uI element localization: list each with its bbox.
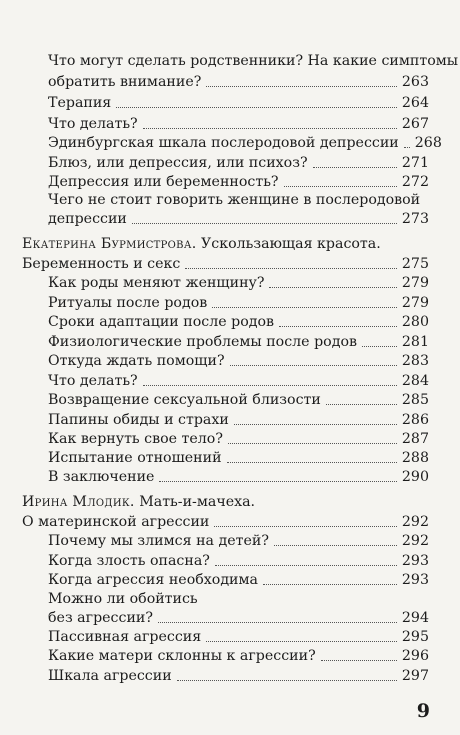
section-author: Ирина Млодик. xyxy=(22,494,135,510)
toc-entry xyxy=(48,647,429,665)
toc-page-number: 280 xyxy=(401,314,429,330)
section-heading xyxy=(22,235,381,253)
toc-entry-title: Какие матери склонны к агрессии? xyxy=(48,648,316,664)
toc-entry-title: Что делать? xyxy=(48,373,138,389)
toc-entry xyxy=(48,294,429,312)
toc-entry-line: Что могут сделать родственники? На какие симптомы xyxy=(48,53,459,69)
leader-dots xyxy=(212,307,397,308)
toc-page-number: 285 xyxy=(401,392,429,408)
leader-dots xyxy=(263,584,397,585)
leader-dots xyxy=(159,481,396,482)
toc-page-number: 273 xyxy=(401,211,429,227)
leader-dots xyxy=(228,443,397,444)
toc-page-number: 290 xyxy=(401,469,429,485)
leader-dots xyxy=(362,346,397,347)
toc-entry-title: Терапия xyxy=(48,95,112,111)
leader-dots xyxy=(227,462,397,463)
toc-page-number: 268 xyxy=(414,135,442,151)
toc-entry-title: депрессии xyxy=(48,211,127,227)
toc-entry xyxy=(48,134,442,152)
toc-entry xyxy=(48,210,429,228)
section-title: Мать-и-мачеха. xyxy=(139,494,256,510)
section-title: О материнской агрессии xyxy=(22,514,210,530)
toc-entry-title: Пассивная агрессия xyxy=(48,629,202,645)
toc-page-number: 286 xyxy=(401,412,429,428)
section-heading xyxy=(22,493,255,511)
leader-dots xyxy=(132,223,397,224)
toc-entry xyxy=(48,372,429,390)
toc-entry-title: обратить внимание? xyxy=(48,74,202,90)
toc-entry xyxy=(48,154,429,172)
toc-page-number: 288 xyxy=(401,450,429,466)
toc-entry-title: Почему мы злимся на детей? xyxy=(48,533,269,549)
toc-entry-title: Сроки адаптации после родов xyxy=(48,314,275,330)
leader-dots xyxy=(158,622,397,623)
toc-page-number: 275 xyxy=(401,256,429,272)
toc-entry xyxy=(48,333,429,351)
toc-entry xyxy=(48,313,429,331)
toc-page-number: 292 xyxy=(401,533,429,549)
leader-dots xyxy=(234,424,397,425)
toc-entry xyxy=(48,352,429,370)
leader-dots xyxy=(274,545,397,546)
toc-entry-title: Как роды меняют женщину? xyxy=(48,275,265,291)
toc-entry-title: Блюз, или депрессия, или психоз? xyxy=(48,155,308,171)
toc-entry xyxy=(48,274,429,292)
toc-entry xyxy=(48,391,429,409)
leader-dots xyxy=(206,641,397,642)
toc-entry xyxy=(48,115,429,133)
toc-entry-title: Ритуалы после родов xyxy=(48,295,208,311)
toc-entry xyxy=(48,411,429,429)
leader-dots xyxy=(214,526,397,527)
toc-page-number: 263 xyxy=(401,74,429,90)
toc-entry-line: Чего не стоит говорить женщине в послеродовой xyxy=(48,192,421,208)
toc-entry xyxy=(48,468,429,486)
toc-entry-title: Возвращение сексуальной близости xyxy=(48,392,321,408)
leader-dots xyxy=(116,107,397,108)
leader-dots xyxy=(177,680,397,681)
toc-page-number: 267 xyxy=(401,116,429,132)
toc-entry-title: Откуда ждать помощи? xyxy=(48,353,225,369)
toc-entry xyxy=(48,609,429,627)
toc-entry-title: Что делать? xyxy=(48,116,138,132)
toc-entry-title: без агрессии? xyxy=(48,610,153,626)
toc-page-number: 294 xyxy=(401,610,429,626)
toc-entry xyxy=(48,667,429,685)
toc-page-number: 283 xyxy=(401,353,429,369)
toc-entry-title: Испытание отношений xyxy=(48,450,222,466)
toc-page-number: 279 xyxy=(401,295,429,311)
toc-page-number: 287 xyxy=(401,431,429,447)
toc-page-number: 293 xyxy=(401,553,429,569)
toc-entry-title: В заключение xyxy=(48,469,155,485)
toc-entry-title: Депрессия или беременность? xyxy=(48,174,279,190)
toc-page-number: 296 xyxy=(401,648,429,664)
toc-page-number: 293 xyxy=(401,572,429,588)
toc-page-number: 281 xyxy=(401,334,429,350)
leader-dots xyxy=(143,385,397,386)
leader-dots xyxy=(404,147,410,148)
section-title: Беременность и секс xyxy=(22,256,181,272)
toc-entry xyxy=(48,449,429,467)
toc-entry xyxy=(48,532,429,550)
toc-entry xyxy=(48,94,429,112)
toc-entry xyxy=(22,255,429,273)
toc-page-number: 264 xyxy=(401,95,429,111)
toc-entry xyxy=(48,628,429,646)
toc-page-number: 272 xyxy=(401,174,429,190)
toc-entry-title: Когда злость опасна? xyxy=(48,553,210,569)
leader-dots xyxy=(326,404,397,405)
leader-dots xyxy=(230,365,397,366)
toc-page-number: 279 xyxy=(401,275,429,291)
leader-dots xyxy=(284,186,397,187)
toc-entry xyxy=(22,513,429,531)
toc-entry xyxy=(48,173,429,191)
leader-dots xyxy=(313,167,397,168)
toc-entry xyxy=(48,430,429,448)
leader-dots xyxy=(321,660,397,661)
toc-entry-line: Можно ли обойтись xyxy=(48,591,198,607)
leader-dots xyxy=(143,128,397,129)
toc-page-number: 295 xyxy=(401,629,429,645)
toc-entry xyxy=(48,571,429,589)
toc-entry-title: Как вернуть свое тело? xyxy=(48,431,223,447)
toc-page-number: 297 xyxy=(401,668,429,684)
leader-dots xyxy=(269,287,396,288)
leader-dots xyxy=(185,268,397,269)
page-number: 9 xyxy=(416,700,430,722)
toc-entry-title: Шкала агрессии xyxy=(48,668,172,684)
toc-page-number: 271 xyxy=(401,155,429,171)
toc-entry-title: Папины обиды и страхи xyxy=(48,412,229,428)
toc-entry-title: Физиологические проблемы после родов xyxy=(48,334,357,350)
toc-entry-title: Эдинбургская шкала послеродовой депрессии xyxy=(48,135,399,151)
toc-page-number: 292 xyxy=(401,514,429,530)
leader-dots xyxy=(215,565,397,566)
leader-dots xyxy=(206,86,397,87)
toc-entry-title: Когда агрессия необходима xyxy=(48,572,258,588)
section-author: Екатерина Бурмистрова. xyxy=(22,236,197,252)
toc-entry xyxy=(48,552,429,570)
leader-dots xyxy=(279,326,397,327)
section-title: Ускользающая красота. xyxy=(201,236,381,252)
toc-page-number: 284 xyxy=(401,373,429,389)
toc-entry xyxy=(48,73,429,91)
